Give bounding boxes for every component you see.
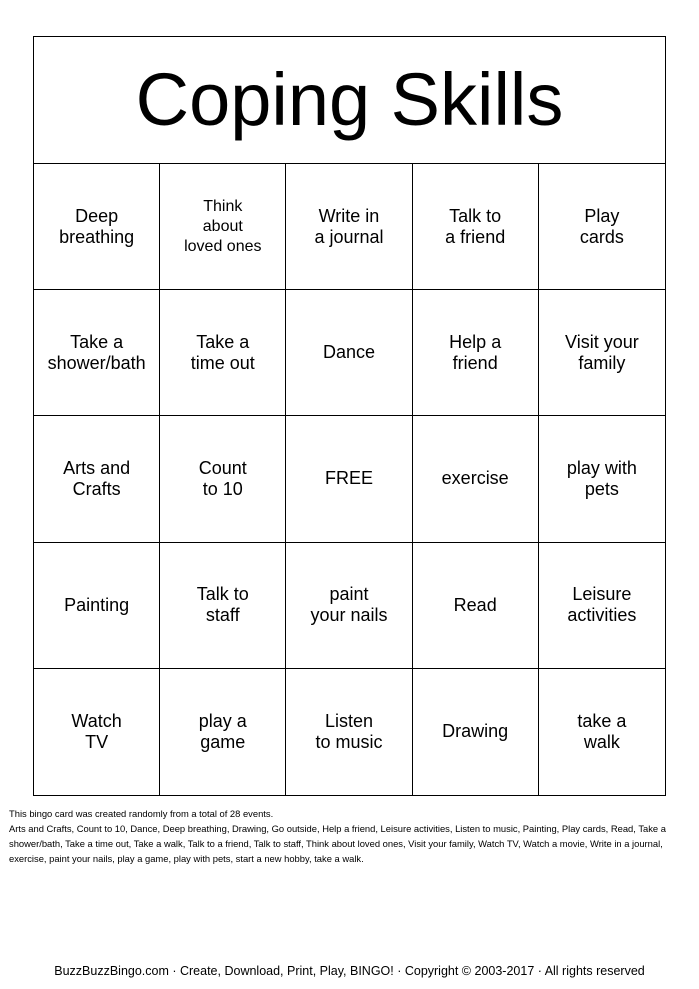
bingo-cell: Play cards [539,164,665,290]
bingo-card [33,36,666,796]
card-title: Coping Skills [135,58,564,141]
footer: BuzzBuzzBingo.com · Create, Download, Print, Play, BINGO! · Copyright © 2003-2017 · All rights reserved [54,964,645,978]
bingo-cell: Talk to staff [160,543,286,669]
bingo-cell: Arts and Crafts [34,416,160,542]
title-box [34,37,665,164]
bingo-cell: exercise [413,416,539,542]
bingo-cell: play a game [160,669,286,795]
bingo-cell: Help a friend [413,290,539,416]
bingo-cell: Visit your family [539,290,665,416]
note-intro: This bingo card was created randomly from a total of 28 events. [9,808,274,819]
bingo-cell: Dance [286,290,412,416]
bingo-cell: Take a time out [160,290,286,416]
bingo-cell: Count to 10 [160,416,286,542]
bingo-cell: take a walk [577,710,627,752]
bingo-cell: Think about loved ones [160,164,286,290]
bingo-cell: Painting [34,543,160,669]
bingo-cell: Deep breathing [34,164,160,290]
bingo-cell: Read [413,543,539,669]
bingo-cell: paint your nails [286,543,412,669]
bingo-cell: Write in a journal [286,164,412,290]
event-note [9,806,693,866]
bingo-cell: Leisure activities [539,543,665,669]
bingo-cell: Talk to a friend [413,164,539,290]
bingo-grid [34,164,665,795]
bingo-cell: play with pets [539,416,665,542]
note-events: Arts and Crafts, Count to 10, Dance, Deep breathing, Drawing, Go outside, Help a friend, Leisure activities, Listen to music, Painting, Play cards, Read, Take a shower/bath, Take a time out, Take a walk, Talk to a friend, Talk to staff, Think about loved ones, Visit your family, Watch TV, Watch a movie, Write in a journal, exercise, paint your nails, play a game, play with pets, start a new hobby, take a walk. [9,823,666,864]
free-cell: FREE [286,416,412,542]
bingo-cell: Take a shower/bath [34,290,160,416]
bingo-cell: Drawing [413,669,539,795]
bingo-cell: Listen to music [286,669,412,795]
bingo-cell: Watch TV [34,669,160,795]
